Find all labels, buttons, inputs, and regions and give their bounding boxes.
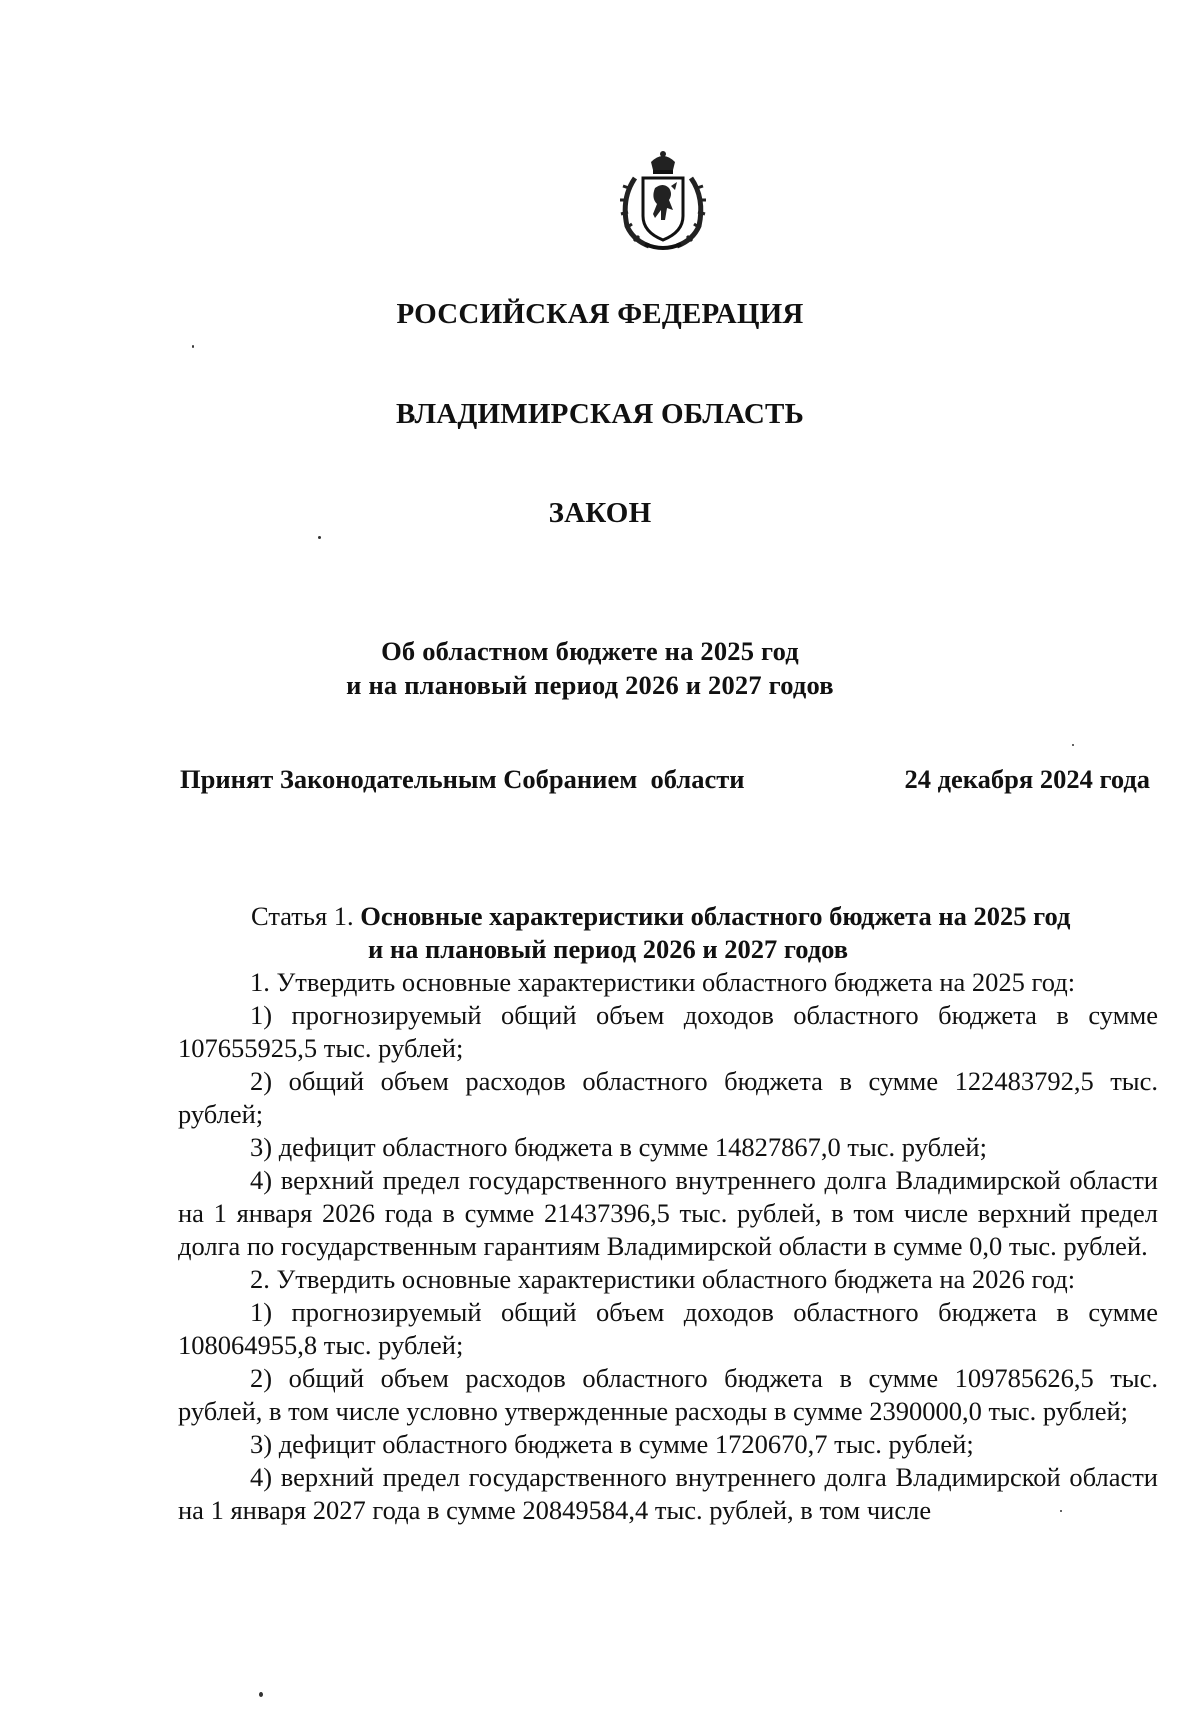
article-paragraph: 3) дефицит областного бюджета в сумме 14827867,0 тыс. рублей;	[250, 1132, 987, 1162]
article-paragraph: 3) дефицит областного бюджета в сумме 1720670,7 тыс. рублей;	[250, 1429, 974, 1459]
article-paragraph: 1. Утвердить основные характеристики областного бюджета на 2025 год:	[250, 967, 1076, 997]
document-type-heading: ЗАКОН	[548, 497, 652, 529]
law-subject-line-2: и на плановый период 2026 и 2027 годов	[346, 670, 834, 700]
article-paragraph: 2. Утвердить основные характеристики областного бюджета на 2026 год:	[250, 1264, 1076, 1294]
scan-speck	[1060, 1510, 1062, 1512]
scan-speck	[259, 1692, 263, 1697]
article-paragraph: 1) прогнозируемый общий объем доходов областного бюджета в сумме 107655925,5 тыс. рублей;	[178, 1000, 1158, 1063]
article-paragraph: 4) верхний предел государственного внутреннего долга Владимирской области на 1 января 2026 года в сумме 21437396,5 тыс. рублей, в том числе верхний предел долга по государственным гарантиям Владимирской области в сумме 0,0 тыс. рублей.	[178, 1165, 1158, 1261]
article-title-continued: и на плановый период 2026 и 2027 годов	[368, 934, 849, 964]
article-1	[178, 900, 1158, 1527]
article-title: Основные характеристики областного бюджета на 2025 год	[360, 901, 1071, 931]
article-paragraph: 2) общий объем расходов областного бюджета в сумме 109785626,5 тыс. рублей, в том числе условно утвержденные расходы в сумме 2390000,0 тыс. рублей;	[178, 1363, 1158, 1426]
article-label: Статья 1.	[251, 901, 354, 931]
article-1-heading	[178, 900, 1158, 966]
coat-of-arms-emblem	[615, 148, 711, 254]
law-subject-title	[80, 634, 1100, 702]
country-heading: РОССИЙСКАЯ ФЕДЕРАЦИЯ	[396, 298, 804, 330]
scan-speck	[318, 536, 321, 539]
article-paragraph: 1) прогнозируемый общий объем доходов областного бюджета в сумме 108064955,8 тыс. рублей;	[178, 1297, 1158, 1360]
article-paragraph: 2) общий объем расходов областного бюджета в сумме 122483792,5 тыс. рублей;	[178, 1066, 1158, 1129]
scan-speck	[1072, 744, 1074, 746]
article-paragraph: 4) верхний предел государственного внутреннего долга Владимирской области на 1 января 2027 года в сумме 20849584,4 тыс. рублей, в том числе	[178, 1462, 1158, 1525]
scan-speck	[192, 345, 194, 348]
adoption-date: 24 декабря 2024 года	[904, 764, 1150, 794]
adopted-by: Принят Законодательным Собранием области	[180, 764, 745, 794]
region-heading: ВЛАДИМИРСКАЯ ОБЛАСТЬ	[396, 398, 804, 430]
law-subject-line-1: Об областном бюджете на 2025 год	[381, 636, 799, 666]
